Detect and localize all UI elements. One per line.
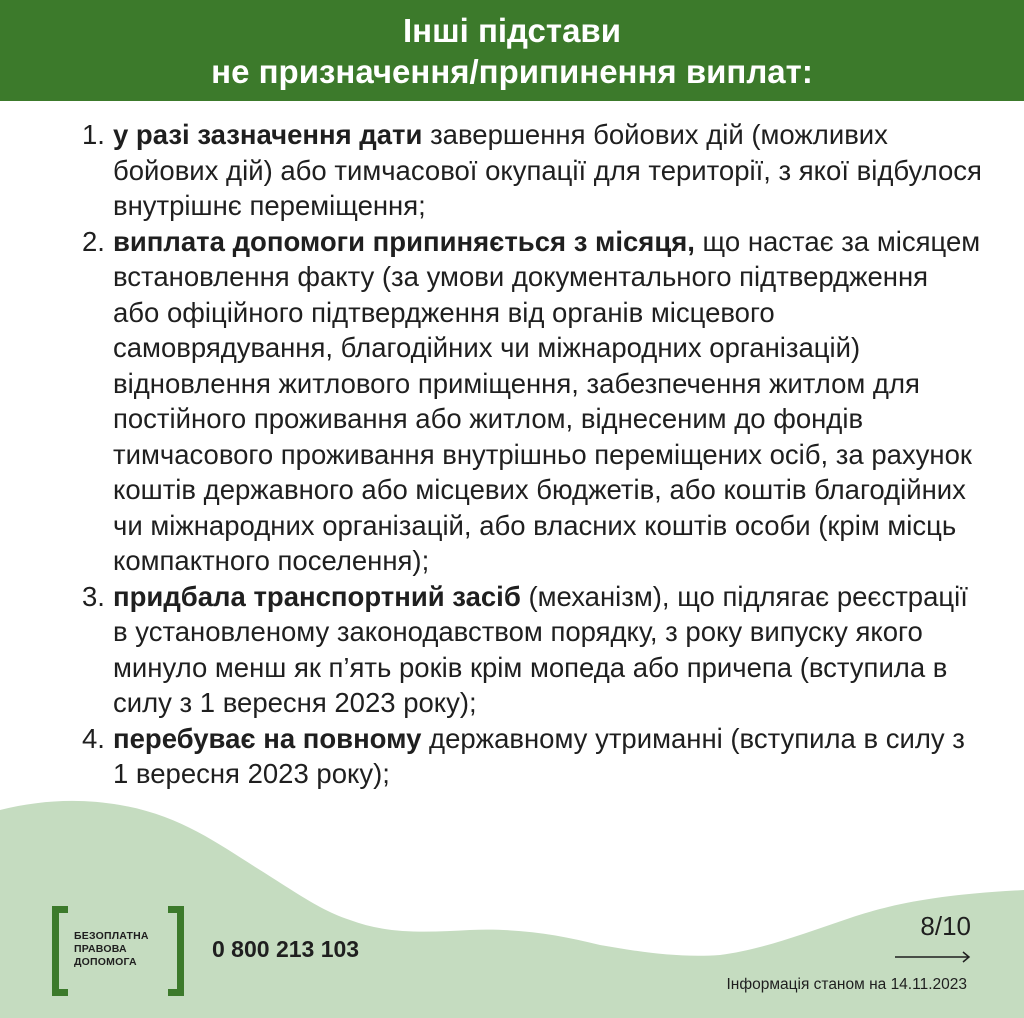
item-text: завершення бойових дій (можливих бойових дій) або тимчасової окупації для території, з якої відбулося внутрішнє переміщення; bbox=[113, 119, 982, 221]
logo-bracket-right bbox=[168, 906, 184, 996]
item-text: що настає за місяцем встановлення факту (за умови документального підтвердження або офіційного підтвердження від органів місцевого самоврядування, благодійних чи міжнародних організацій) відновлення житлового приміщення, забезпечення житлом для постійного проживання або житлом, віднесеним до фондів тимчасового проживання внутрішньо переміщених осіб, за рахунок коштів державного або місцевих бюджетів, або коштів благодійних чи міжнародних організацій, або власних коштів особи (крім місць компактного поселення); bbox=[113, 225, 981, 576]
item-number: 2. bbox=[82, 225, 105, 257]
header-banner bbox=[0, 0, 1024, 101]
item-bold-text: у разі зазначення дати bbox=[113, 119, 423, 150]
logo-line: БЕЗОПЛАТНА bbox=[74, 930, 149, 942]
item-text: державному утриманні (вступила в силу з 1 вересня 2023 року); bbox=[113, 722, 965, 789]
logo-line: ДОПОМОГА bbox=[74, 956, 137, 968]
logo-bracket-left bbox=[52, 906, 68, 996]
list-item bbox=[82, 721, 982, 792]
page-title-line2: не призначення/припинення виплат: bbox=[211, 52, 813, 90]
item-number: 4. bbox=[82, 722, 105, 754]
page-title-line1: Інші підстави bbox=[403, 11, 621, 49]
item-bold-text: придбала транспортний засіб bbox=[113, 580, 521, 612]
logo-text bbox=[74, 930, 149, 969]
grounds-list bbox=[82, 117, 982, 792]
item-text: (механізм), що підлягає реєстрації в установленому законодавством порядку, з року випуску якого минуло менш як п’ять років крім мопеда або причепа (вступила в силу з 1 вересня 2023 року); bbox=[113, 580, 968, 718]
list-item bbox=[82, 117, 982, 224]
legal-aid-logo bbox=[52, 906, 184, 996]
item-number: 3. bbox=[82, 580, 105, 612]
list-item bbox=[82, 579, 982, 721]
page-counter: 8/10 bbox=[920, 911, 971, 941]
item-bold-text: перебуває на повному bbox=[113, 722, 422, 754]
item-number: 1. bbox=[82, 119, 105, 150]
item-bold-text: виплата допомоги припиняється з місяця, bbox=[113, 225, 695, 257]
arrow-right-icon[interactable] bbox=[893, 950, 973, 964]
list-item bbox=[82, 224, 982, 579]
info-date: Інформація станом на 14.11.2023 bbox=[726, 976, 967, 993]
hotline-phone: 0 800 213 103 bbox=[212, 936, 360, 962]
logo-line: ПРАВОВА bbox=[74, 943, 127, 955]
